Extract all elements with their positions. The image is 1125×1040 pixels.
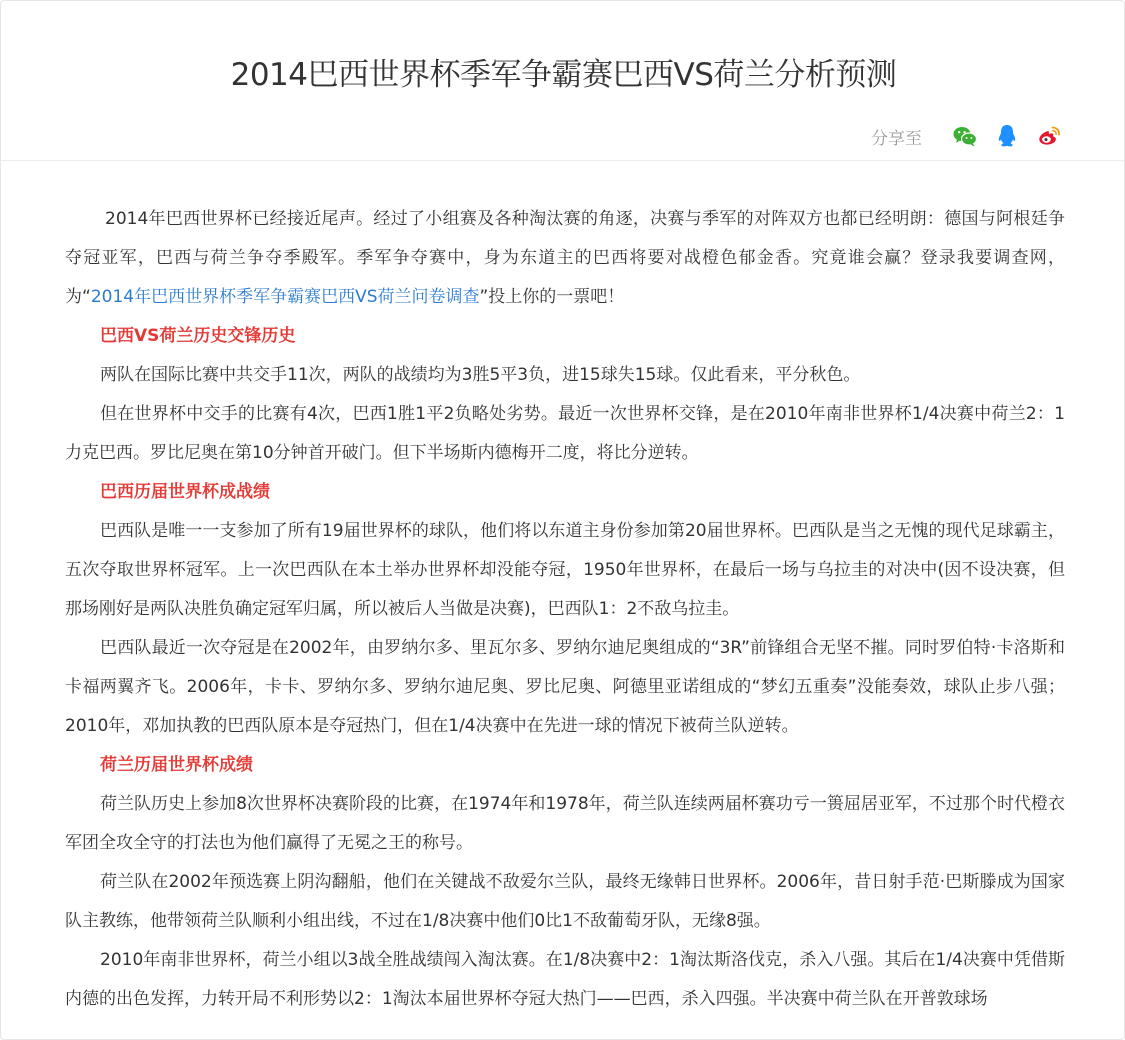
paragraph: 荷兰队在2002年预选赛上阴沟翻船，他们在关键战不敌爱尔兰队，最终无缘韩日世界杯。2006年，昔日射手范·巴斯滕成为国家队主教练，他带领荷兰队顺利小组出线，不过在1/8决赛中他们0比1不敌葡萄牙队，无缘8强。	[65, 872, 1065, 931]
page-title: 2014巴西世界杯季军争霸赛巴西VS荷兰分析预测	[230, 57, 897, 93]
wechat-icon[interactable]	[952, 123, 978, 149]
paragraph: 巴西队是唯一一支参加了所有19届世界杯的球队，他们将以东道主身份参加第20届世界杯。巴西队是当之无愧的现代足球霸主，五次夺取世界杯冠军。上一次巴西队在本土举办世界杯却没能夺冠，1950年世界杯，在最后一场与乌拉圭的对决中(因不设决赛，但那场刚好是两队决胜负确定冠军归属，所以被后人当做是决赛)，巴西队1：2不敌乌拉圭。	[65, 521, 1065, 619]
share-label: 分享至	[871, 128, 922, 149]
weibo-icon[interactable]	[1036, 123, 1062, 149]
intro-paragraph	[65, 200, 1065, 317]
paragraph: 荷兰队历史上参加8次世界杯决赛阶段的比赛，在1974年和1978年，荷兰队连续两届杯赛功亏一篑屈居亚军，不过那个时代橙衣军团全攻全守的打法也为他们赢得了无冕之王的称号。	[65, 794, 1065, 853]
header-divider	[1, 160, 1125, 161]
paragraph: 巴西队最近一次夺冠是在2002年，由罗纳尔多、里瓦尔多、罗纳尔迪尼奥组成的“3R”前锋组合无坚不摧。同时罗伯特·卡洛斯和卡福两翼齐飞。2006年，卡卡、罗纳尔多、罗纳尔迪尼奥、罗比尼奥、阿德里亚诺组成的“梦幻五重奏”没能奏效，球队止步八强；2010年，邓加执教的巴西队原本是夺冠热门，但在1/4决赛中在先进一球的情况下被荷兰队逆转。	[65, 638, 1065, 736]
intro-text-end: ”投上你的一票吧！	[479, 287, 625, 307]
paragraph: 两队在国际比赛中共交手11次，两队的战绩均为3胜5平3负，进15球失15球。仅此看来，平分秋色。	[100, 365, 861, 385]
section-heading: 巴西历届世界杯成战绩	[100, 482, 270, 502]
qq-icon[interactable]	[994, 123, 1020, 149]
article-body	[65, 200, 1065, 1019]
survey-link[interactable]: 2014年巴西世界杯季军争霸赛巴西VS荷兰问卷调查	[90, 287, 480, 307]
intro-text: 2014年巴西世界杯已经接近尾声。经过了小组赛及各种淘汰赛的角逐，决赛与季军的对阵双方也都已经明朗：德国与阿根廷争夺冠亚军，巴西与荷兰争夺季殿军。季军争夺赛中，身为东道主的巴西将要对战橙色郁金香。究竟谁会赢？登录我要调查网，为“	[65, 209, 1065, 307]
section-heading: 巴西VS荷兰历史交锋历史	[100, 326, 296, 346]
paragraph: 但在世界杯中交手的比赛有4次，巴西1胜1平2负略处劣势。最近一次世界杯交锋，是在2010年南非世界杯1/4决赛中荷兰2：1力克巴西。罗比尼奥在第10分钟首开破门。但下半场斯内德梅开二度，将比分逆转。	[65, 404, 1065, 463]
share-bar	[871, 123, 1062, 149]
paragraph: 2010年南非世界杯，荷兰小组以3战全胜战绩闯入淘汰赛。在1/8决赛中2：1淘汰斯洛伐克，杀入八强。其后在1/4决赛中凭借斯内德的出色发挥，力转开局不利形势以2：1淘汰本届世界杯夺冠大热门——巴西，杀入四强。半决赛中荷兰队在开普敦球场	[65, 950, 1065, 1009]
section-heading: 荷兰历届世界杯成绩	[100, 755, 253, 775]
